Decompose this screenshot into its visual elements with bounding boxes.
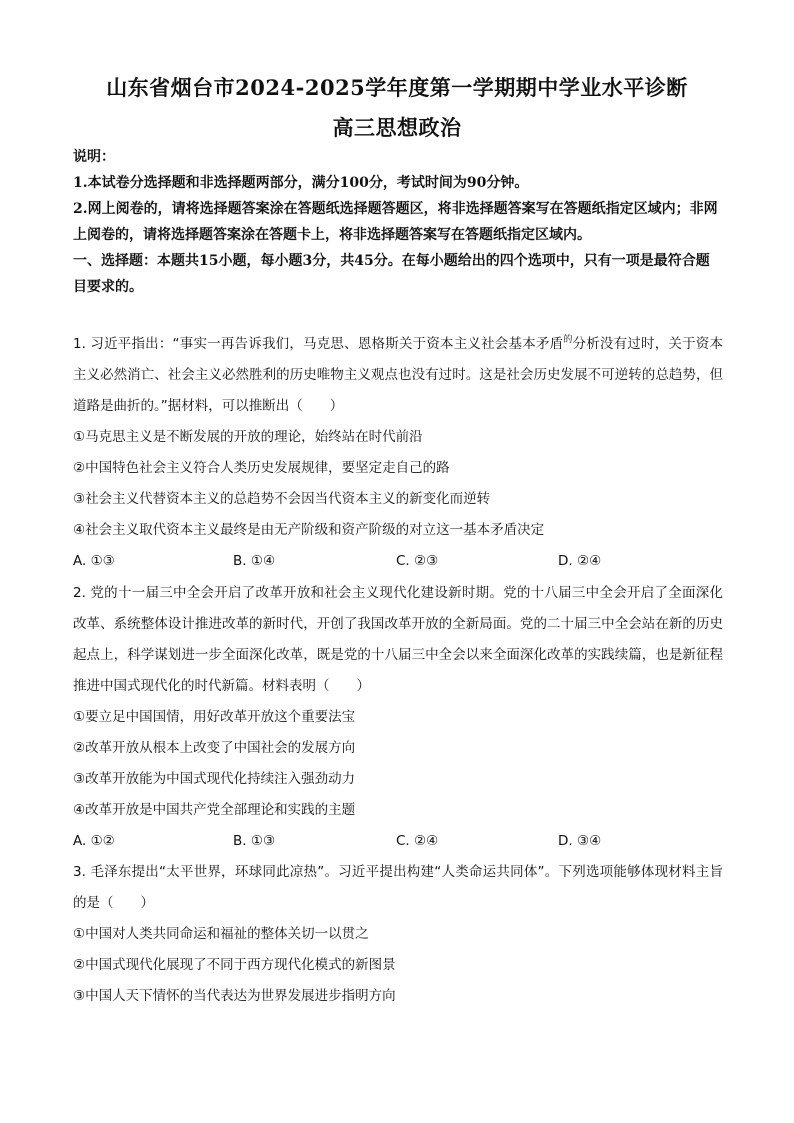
statement: ④改革开放是中国共产党全部理论和实践的主题 [73, 802, 356, 818]
option-a: A. ①② [73, 833, 115, 849]
statement: ②改革开放从根本上改变了中国社会的发展方向 [73, 740, 356, 756]
option-d: D. ③④ [558, 833, 602, 849]
option-c: C. ②③ [396, 553, 439, 569]
statement: ③改革开放能为中国式现代化持续注入强劲动力 [73, 771, 356, 787]
question-2 [73, 578, 723, 857]
question-stem [73, 325, 723, 422]
answer-options [73, 826, 723, 857]
statement: ①中国对人类共同命运和福祉的整体关切一以贯之 [73, 926, 369, 942]
question-stem: 3. 毛泽东提出“太平世界，环球同此凉热”。习近平提出构建“人类命运共同体”。下列选项能够体现材料主旨的是（ ） [73, 864, 723, 911]
statement: ②中国特色社会主义符合人类历史发展规律，要坚定走自己的路 [73, 460, 450, 476]
statement: ③社会主义代替资本主义的总趋势不会因当代资本主义的新变化而逆转 [73, 491, 491, 507]
statement: ②中国式现代化展现了不同于西方现代化模式的新图景 [73, 957, 396, 973]
answer-options [73, 546, 723, 577]
question-stem: 2. 党的十一届三中全会开启了改革开放和社会主义现代化建设新时期。党的十八届三中全会开启了全面深化改革、系统整体设计推进改革的新时代，开创了我国改革开放的全新局面。党的二十届三中全会站在新的历史起点上，科学谋划进一步全面深化改革，既是党的十八届三中全会以来全面深化改革的实践续篇，也是新征程推进中国式现代化的时代新篇。材料表明（ ） [73, 585, 723, 694]
question-stem-part: 1. 习近平指出：“事实一再告诉我们，马克思、恩格斯关于资本主义社会基本矛盾 [73, 336, 564, 352]
option-d: D. ②④ [558, 553, 602, 569]
option-c: C. ②④ [396, 833, 439, 849]
section-heading: 一、选择题：本题共15小题，每小题3分，共45分。在每小题给出的四个选项中，只有一项是最符合题目要求的。 [73, 253, 710, 295]
page-subtitle: 高三思想政治 [332, 115, 462, 140]
statement: ①马克思主义是不断发展的开放的理论，始终站在时代前沿 [73, 429, 423, 445]
page-title: 山东省烟台市2024-2025学年度第一学期期中学业水平诊断 [106, 75, 688, 100]
question-3 [73, 857, 723, 1012]
question-1 [73, 325, 723, 577]
option-a: A. ①③ [73, 553, 115, 569]
option-b: B. ①③ [233, 833, 276, 849]
statement: ③中国人天下情怀的当代表达为世界发展进步指明方向 [73, 988, 396, 1004]
instructions [73, 144, 723, 300]
instructions-heading: 说明： [73, 149, 115, 165]
option-b: B. ①④ [233, 553, 276, 569]
question-stem-superscript: 的 [563, 335, 573, 345]
statement: ④社会主义取代资本主义最终是由无产阶级和资产阶级的对立这一基本矛盾决定 [73, 522, 545, 538]
instruction-item: 1.本试卷分选择题和非选择题两部分，满分100分，考试时间为90分钟。 [73, 175, 529, 191]
instruction-item: 2.网上阅卷的，请将选择题答案涂在答题纸选择题答题区，将非选择题答案写在答题纸指定区域内；非网上阅卷的，请将选择题答案涂在答题卡上，将非选择题答案写在答题纸指定区域内。 [73, 201, 718, 243]
statement: ①要立足中国国情，用好改革开放这个重要法宝 [73, 709, 356, 725]
question-stem-part: 分析没有过时，关于资本主义必然消亡、社会主义必然胜利的历史唯物主义观点也没有过时。这是社会历史发展不可逆转的总趋势，但道路是曲折的。”据材料，可以推断出（ ） [73, 336, 723, 414]
